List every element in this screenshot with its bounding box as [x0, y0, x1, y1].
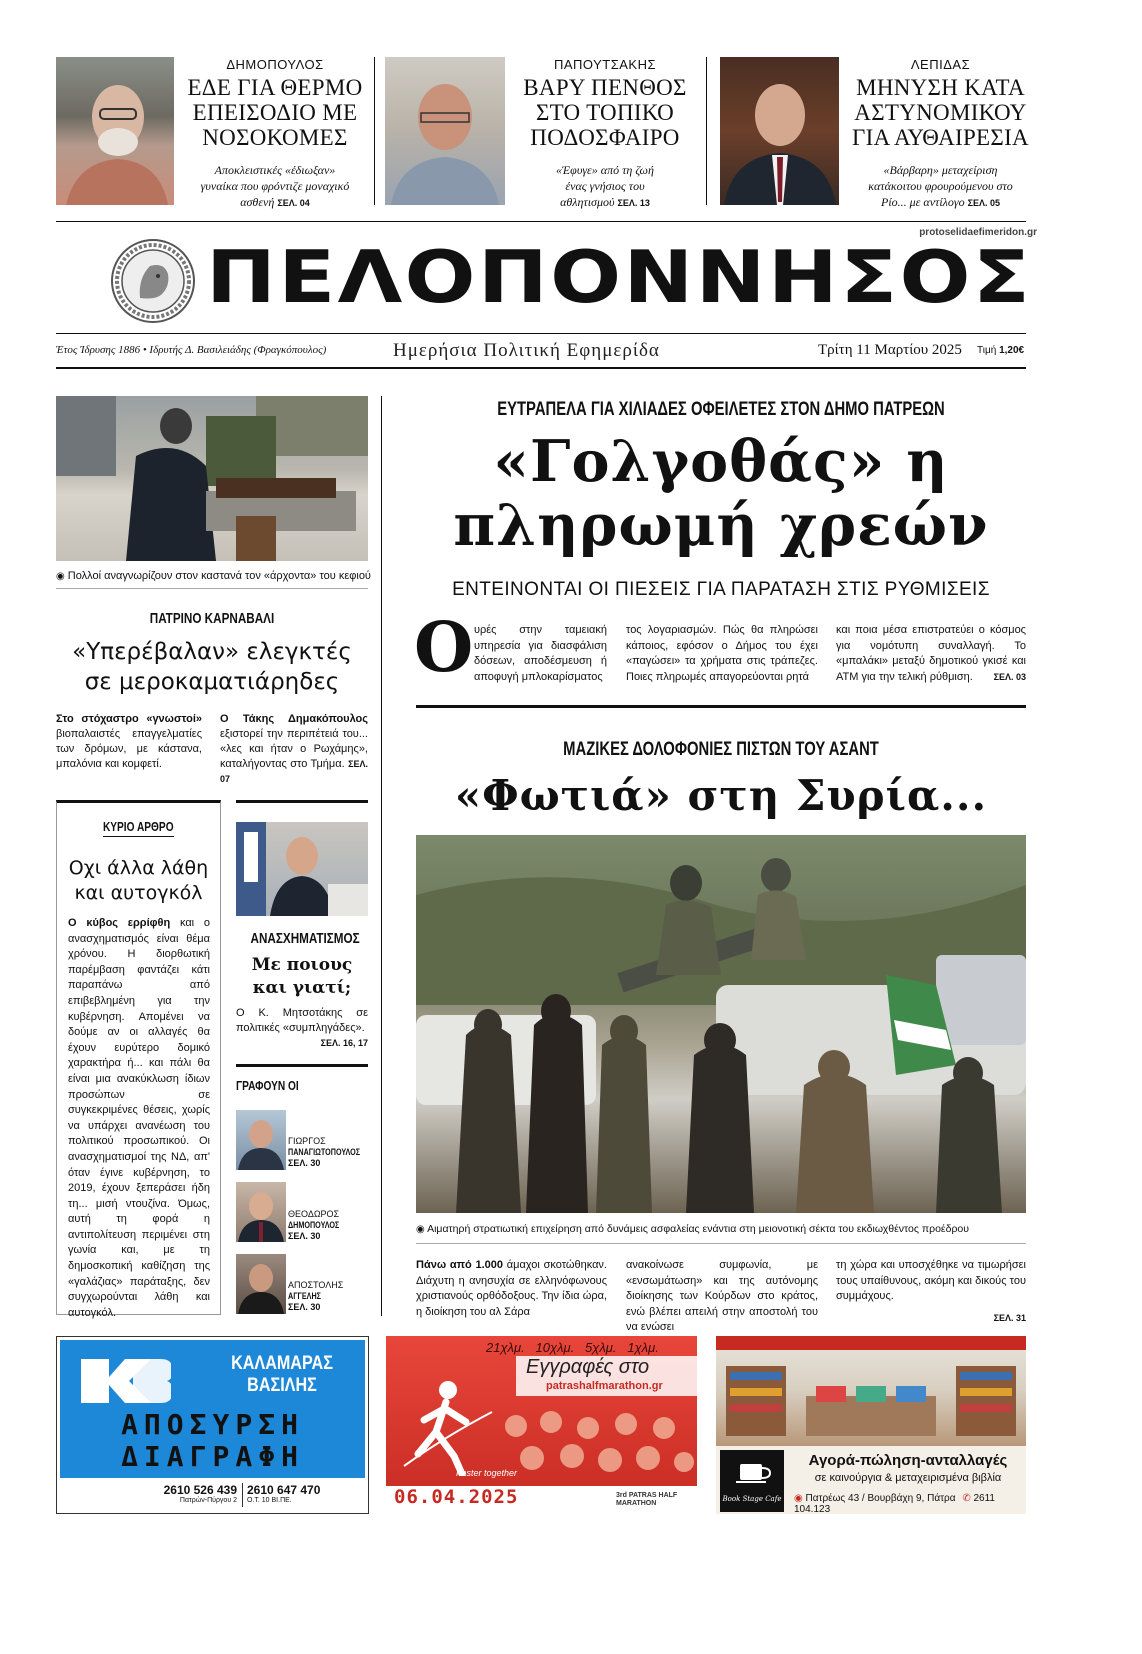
columnist-first-name: ΑΠΟΣΤΟΛΗΣ: [288, 1280, 344, 1290]
books-ad[interactable]: [716, 1336, 1026, 1514]
coffee-cup-icon: [720, 1450, 784, 1490]
top-story-3-headline[interactable]: [843, 75, 1038, 150]
camera-icon: ◉: [56, 571, 65, 582]
title-line: και γιατί;: [252, 978, 352, 998]
kalamaras-name: [218, 1353, 346, 1397]
column-divider: [706, 57, 707, 205]
columnist-first-name: ΘΕΟΔΩΡΟΣ: [288, 1209, 340, 1219]
caption-rule: [416, 1243, 1026, 1244]
masthead-title[interactable]: ΠΕΛΟΠΟΝΝΗΣΟΣ: [206, 235, 1033, 319]
headline-line: ΝΟΣΟΚΟΜΕΣ: [202, 125, 348, 150]
reshuffle-photo[interactable]: [236, 822, 368, 916]
columnist-last-name: ΑΓΓΕΛΗΣ: [288, 1291, 321, 1301]
phone-icon: ✆: [962, 1493, 971, 1504]
masthead-founded: Έτος Ίδρυσης 1886 • Ιδρυτής Δ. Βασιλειάδης (Φραγκόπουλος): [56, 344, 327, 356]
books-store-photo: [716, 1336, 1026, 1446]
column-divider: [374, 57, 375, 205]
headline-line: ΒΑΡΥ ΠΕΝΘΟΣ: [523, 75, 687, 100]
carnival-title[interactable]: [56, 637, 368, 697]
marathon-ad[interactable]: [386, 1336, 697, 1514]
summary-line: γυναίκα που φρόντιζε μοναχικό: [200, 179, 350, 193]
top-story-2-photo: [385, 57, 505, 205]
kalamaras-ad[interactable]: [56, 1336, 369, 1514]
editorial-label-text: ΚΥΡΙΟ ΑΡΘΡΟ: [103, 819, 174, 837]
portrait-icon: [56, 57, 174, 205]
editorial-label: [56, 818, 221, 837]
masthead-date: Τρίτη 11 Μαρτίου 2025: [818, 342, 962, 358]
top-story-2-headline[interactable]: [510, 75, 700, 150]
page-ref[interactable]: ΣΕΛ. 07: [220, 759, 368, 784]
runner-icon: [396, 1376, 496, 1476]
price-label: Τιμή: [977, 345, 997, 356]
columnist-photo-3: [236, 1254, 286, 1314]
page-ref[interactable]: ΣΕΛ. 13: [617, 198, 650, 208]
columnist-photo-1: [236, 1110, 286, 1170]
address: Πατρέως 43 / Βουρβάχη 9, Πάτρα: [805, 1493, 956, 1504]
columnist-first-name: ΓΙΩΡΓΟΣ: [288, 1136, 326, 1146]
caption-text: Πολλοί αναγνωρίζουν στον καστανά τον «άρχοντα» του κεφιού: [67, 570, 371, 582]
summary-line: Ρίο... με αντίλογο: [880, 195, 965, 209]
title-line: σε μεροκαματιάρηδες: [84, 669, 340, 695]
body-text: Ο Κ. Μητσοτάκης σε πολιτικές «συμπληγάδες».: [236, 1007, 368, 1034]
price-value: 1,20€: [999, 345, 1025, 356]
photo-scene-icon: [236, 822, 368, 916]
body-text: βιοπαλαιστές επαγγελματίες των δρόμων, με κάστανα, μπαλόνια και κομφετί.: [56, 728, 202, 770]
page-ref: ΣΕΛ. 30: [288, 1231, 321, 1241]
chestnut-seller-photo[interactable]: [56, 396, 368, 561]
main-title[interactable]: [416, 430, 1026, 558]
service-line: ΔΙΑΓΡΑΦΗ: [121, 1440, 304, 1473]
photo-scene-icon: [716, 1336, 1026, 1446]
emblem-icon: [110, 238, 196, 324]
chestnut-caption: [56, 570, 376, 582]
top-story-3-summary: [843, 162, 1038, 211]
bold-lead: Ο κύβος ερρίφθη: [68, 917, 171, 929]
phone-number: 2610 647 470: [247, 1483, 321, 1497]
reshuffle-title[interactable]: [236, 954, 368, 1000]
marathon-brand: 3rd PATRAS HALF MARATHON: [616, 1492, 678, 1507]
reshuffle-top-rule: [236, 800, 368, 803]
columnist-3[interactable]: [288, 1280, 343, 1313]
title-line: πληρωμή χρεών: [453, 492, 989, 559]
top-story-3-name: ΛΕΠΙΔΑΣ: [910, 57, 971, 72]
top-divider: [56, 221, 1026, 222]
syria-title[interactable]: «Φωτιά» στη Συρία...: [454, 771, 988, 820]
editorial-text: [68, 916, 210, 1321]
caption-rule: [56, 588, 368, 589]
main-subtitle: ΕΝΤΕΙΝΟΝΤΑΙ ΟΙ ΠΙΕΣΕΙΣ ΓΙΑ ΠΑΡΑΤΑΣΗ ΣΤΙΣ ΡΥΘΜΙΣΕΙΣ: [452, 579, 990, 600]
summary-line: αθλητισμού: [560, 195, 615, 209]
portrait-icon: [236, 1254, 286, 1314]
syria-col-1: [416, 1258, 607, 1320]
bold-lead: Ο Τάκης Δημακόπουλος: [220, 713, 368, 725]
masthead-tagline: Ημερήσια Πολιτική Εφημερίδα: [393, 340, 660, 361]
reshuffle-text: [236, 1006, 368, 1051]
page-ref[interactable]: ΣΕΛ. 04: [277, 198, 310, 208]
main-dropcap: Ο: [414, 608, 474, 688]
summary-line: Αποκλειστικές «έδιωξαν»: [214, 163, 336, 177]
address: Πατρών-Πύργου 2: [179, 1497, 237, 1504]
books-logo: [720, 1450, 784, 1512]
bold-lead: Στο στόχαστρο «γνωστοί»: [56, 713, 202, 725]
caption-text: Αιματηρή στρατιωτική επιχείρηση από δυνάμεις ασφαλείας ενάντια στη μειονοτική σέκτα του εκδιωχθέντος προέδρου: [427, 1223, 969, 1235]
marathon-crowd: [496, 1406, 696, 1486]
books-title: Αγορά-πώληση-ανταλλαγές: [808, 1452, 1008, 1469]
marathon-url[interactable]: patrashalfmarathon.gr: [546, 1380, 663, 1392]
page-ref[interactable]: ΣΕΛ. 31: [993, 1312, 1026, 1323]
syria-photo[interactable]: [416, 835, 1026, 1213]
syria-caption: [416, 1223, 1036, 1235]
books-contact: [794, 1493, 1024, 1514]
editorial-title[interactable]: [56, 856, 221, 906]
marathon-distances: 21χλμ. 10χλμ. 5χλμ. 1χλμ.: [486, 1340, 659, 1355]
title-line: «Γολγοθάς» η: [493, 428, 949, 495]
page-ref: ΣΕΛ. 30: [288, 1158, 321, 1168]
photo-scene-icon: [416, 835, 1026, 1213]
masthead-price: [977, 345, 1024, 356]
body-text: εξιστορεί την περιπέτειά του... «λες και ήταν ο Ρωχάμης», καταλήγοντας στο Τμήμα.: [220, 728, 368, 770]
left-column-divider: [381, 396, 382, 1316]
address: Ο.Τ. 10 ΒΙ.ΠΕ.: [247, 1497, 292, 1504]
photo-scene-icon: [56, 396, 368, 561]
body-text: και ο ανασχηματισμός είναι θέμα χρόνου. Η διορθωτική παρέμβαση φαντάζει κάτι παραπάνω από επιβεβλημένη για την κυβέρνηση. Απομένει να δούμε αν οι αλλαγές θα έχουν ευρύτερο δομικό χαρακτήρα ή... και πάλι θα είναι μια ανακύκλωση ίδιων προσώπων σε συγκεκριμένες θέσεις, χωρίς να υπάρχει ανανέωση του πολιτικού προσωπικού. Οι ανασχηματισμοί της ΝΔ, απ' όταν έγινε κυβέρνηση, το 2019, έχουν ξεπεράσει ήδη τη... μισή ντουζίνα. Όμως, αυτή τη φορά η αντιπολίτευση περιμένει στη γωνία και, με τη δημοσκοπική καθίζηση της «γαλάζιας» παράταξης, δεν συγχωρούνται λάθη και αυτογκόλ.: [68, 917, 210, 1319]
headline-line: ΕΔΕ ΓΙΑ ΘΕΡΜΟ: [187, 75, 363, 100]
portrait-icon: [385, 57, 505, 205]
body-text: τη χώρα και υποσχέθηκε να τιμωρήσει τους υπαίθυνους, ακόμη και δικούς του συμμάχους.: [836, 1259, 1026, 1302]
books-subtitle: σε καινούργια & μεταχειρισμένα βιβλία: [814, 1472, 1002, 1484]
marathon-slogan: Faster together: [456, 1468, 518, 1478]
headline-line: ΑΣΤΥΝΟΜΙΚΟΥ: [854, 100, 1027, 125]
name-line: ΚΑΛΑΜΑΡΑΣ: [231, 1353, 333, 1374]
body-text: και ποια μέσα επιστρατεύει ο κόσμος για νομότυπη συναλλαγή. Το «μπαλάκι» μεταξύ δημοτικού γκισέ και ΑΤΜ για την τελική ρύθμιση.: [836, 624, 1026, 683]
portrait-icon: [236, 1182, 286, 1242]
carnival-col-2: [220, 712, 368, 787]
headline-line: ΠΟΔΟΣΦΑΙΡΟ: [530, 125, 680, 150]
columnist-photo-2: [236, 1182, 286, 1242]
kalamaras-contact-1: [137, 1483, 237, 1504]
main-col-3: [836, 623, 1026, 685]
reshuffle-kicker: ΑΝΑΣΧΗΜΑΤΙΣΜΟΣ: [250, 930, 360, 947]
main-col-1: υρές στην ταμειακή υπηρεσία για διασφάλιση δόσεων, αποδέσμευση ή αποφυγή μπλοκαρίσματος: [474, 624, 607, 683]
watermark: protoselidaefimeridon.gr: [919, 227, 1037, 238]
kb-logo-icon: [81, 1351, 171, 1411]
columnist-last-name: ΠΑΝΑΓΙΩΤΟΠΟΥΛΟΣ: [288, 1147, 361, 1157]
title-line: και αυτογκόλ: [74, 882, 203, 904]
top-story-2-name: ΠΑΠΟΥΤΣΑΚΗΣ: [553, 57, 657, 72]
columnists-label: ΓΡΑΦΟΥΝ ΟΙ: [236, 1078, 299, 1093]
portrait-icon: [720, 57, 839, 205]
main-divider: [416, 705, 1026, 708]
page-ref[interactable]: ΣΕΛ. 16, 17: [320, 1038, 368, 1048]
top-story-3-photo: [720, 57, 839, 205]
name-line: ΒΑΣΙΛΗΣ: [247, 1375, 317, 1396]
masthead-rule: [56, 333, 1026, 334]
summary-line: ένας γνήσιος του: [565, 179, 645, 193]
bold-lead: Πάνω από 1.000: [416, 1259, 504, 1271]
main-kicker: ΕΥΤΡΑΠΕΛΑ ΓΙΑ ΧΙΛΙΑΔΕΣ ΟΦΕΙΛΕΤΕΣ ΣΤΟΝ ΔΗΜΟ ΠΑΤΡΕΩΝ: [497, 399, 945, 420]
portrait-icon: [236, 1110, 286, 1170]
page-ref[interactable]: ΣΕΛ. 03: [993, 671, 1026, 682]
kalamaras-contact-2: [247, 1483, 357, 1504]
summary-line: ασθενή: [240, 195, 275, 209]
marathon-date: 06.04.2025: [394, 1486, 519, 1508]
headline-line: ΕΠΕΙΣΟΔΙΟ ΜΕ: [192, 100, 358, 125]
body-text: άμαχοι σκοτώθηκαν. Διάχυτη η ανησυχία σε ελληνόφωνους χριστιανούς ορθόδοξους. Την ίδια ώρα, η διοίκηση του αλ Σάρα: [416, 1259, 607, 1318]
columnists-rule: [236, 1064, 368, 1067]
location-pin-icon: ◉: [794, 1493, 803, 1504]
summary-line: «Βάρβαρη» μεταχείριση: [883, 163, 998, 177]
headline-line: ΣΤΟ ΤΟΠΙΚΟ: [535, 100, 675, 125]
page-ref: ΣΕΛ. 30: [288, 1302, 321, 1312]
masthead-emblem: [110, 238, 196, 324]
columnist-2[interactable]: [288, 1209, 352, 1242]
top-story-1-photo: [56, 57, 174, 205]
masthead-thick-rule: [56, 367, 1026, 369]
syria-col-2: ανακοίνωσε συμφωνία, με «ενσωμάτωση» και της αυτόνομης διοίκησης των Κούρδων στο κράτος, ενώ βλέπει απειλή στην αποστολή του να ενώσει: [626, 1259, 818, 1333]
columnist-1[interactable]: [288, 1136, 378, 1169]
phone-number: 2610 526 439: [163, 1483, 237, 1497]
title-line: «Υπερέβαλαν» ελεγκτές: [72, 639, 352, 665]
title-line: Οχι άλλα λάθη: [68, 857, 209, 879]
top-story-1-headline[interactable]: [180, 75, 370, 150]
summary-line: «Έφυγε» από τη ζωή: [556, 163, 654, 177]
syria-col-3: [836, 1258, 1026, 1326]
syria-kicker: ΜΑΖΙΚΕΣ ΔΟΛΟΦΟΝΙΕΣ ΠΙΣΤΩΝ ΤΟΥ ΑΣΑΝΤ: [563, 739, 879, 760]
headline-line: ΜΗΝΥΣΗ ΚΑΤΑ: [856, 75, 1025, 100]
top-story-1-name: ΔΗΜΟΠΟΥΛΟΣ: [226, 57, 324, 72]
title-line: Με ποιους: [251, 955, 353, 975]
kalamaras-services: [60, 1409, 365, 1473]
summary-line: κατάκοιτου φρουρούμενου στο: [868, 179, 1013, 193]
headline-line: ΓΙΑ ΑΥΘΑΙΡΕΣΙΑ: [852, 125, 1029, 150]
crowd-icon: [496, 1406, 696, 1486]
main-col-2: τος λογαριασμών. Πώς θα πληρώσει κάποιος, εφόσον ο Δήμος του έχει «παγώσει» τα χρήματα στις τράπεζες. Ποιες πληρωμές απαγορεύονται ρητά: [626, 624, 818, 683]
page-ref[interactable]: ΣΕΛ. 05: [967, 198, 1001, 208]
carnival-kicker: ΠΑΤΡΙΝΟ ΚΑΡΝΑΒΑΛΙ: [149, 610, 275, 627]
phone-number: 2611 104.123: [794, 1493, 995, 1514]
contact-divider: [242, 1483, 243, 1507]
columnist-last-name: ΔΗΜΟΠΟΥΛΟΣ: [288, 1220, 340, 1230]
marathon-title: Εγγραφές στο: [526, 1356, 650, 1378]
service-line: ΑΠΟΣΥΡΣΗ: [121, 1408, 304, 1441]
top-story-1-summary: [180, 162, 370, 211]
books-logo-text: Book Stage Cafe: [722, 1495, 782, 1503]
carnival-col-1: [56, 712, 202, 772]
top-story-2-summary: [510, 162, 700, 211]
camera-icon: ◉: [416, 1224, 425, 1235]
